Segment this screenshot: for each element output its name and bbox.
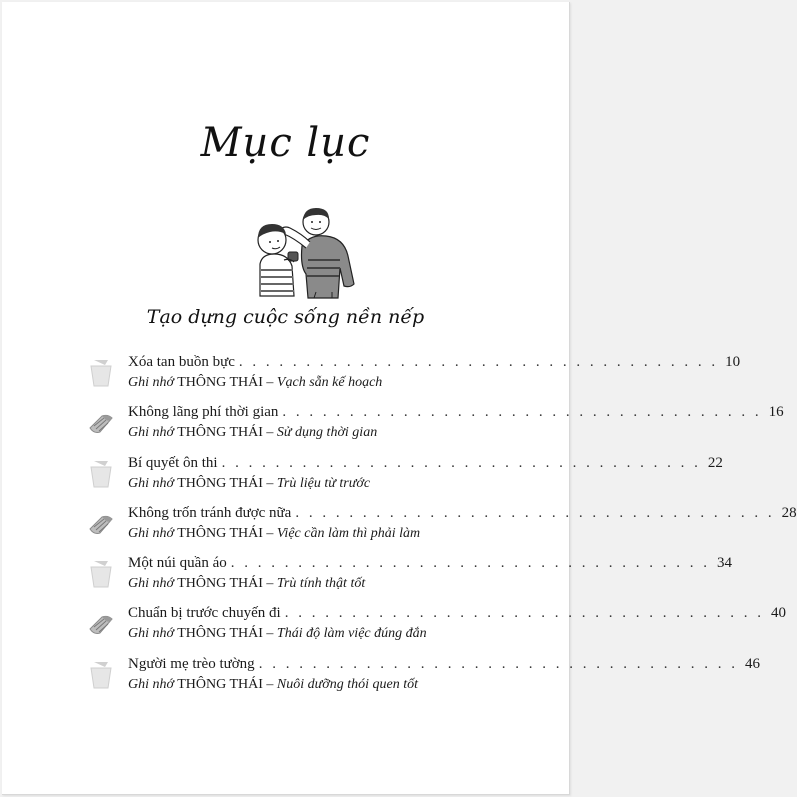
father-and-son-illustration (244, 204, 362, 300)
note-brand: THÔNG THÁI (177, 676, 263, 692)
note-dash: – (262, 576, 277, 592)
page-number: 16 (768, 404, 784, 421)
note-prefix: Ghi nhớ (128, 676, 174, 692)
toc-entry-note (128, 374, 382, 392)
toc-entry (88, 654, 760, 704)
toc-entry-title: Không trốn tránh được nữa (128, 504, 292, 521)
toc-entry-note (128, 676, 418, 694)
toc-entry-line (128, 654, 760, 674)
note-text: Sử dụng thời gian (276, 425, 378, 441)
note-brand: THÔNG THÁI (177, 525, 263, 541)
section-title: Tạo dựng cuộc sống nền nếp (146, 306, 425, 328)
note-prefix: Ghi nhớ (128, 525, 174, 541)
toc-entry-line (128, 402, 784, 422)
note-brand: THÔNG THÁI (177, 375, 263, 390)
toc-entry-note (128, 625, 427, 643)
cup-icon (88, 559, 114, 589)
cup-icon (88, 358, 114, 388)
note-brand: THÔNG THÁI (177, 576, 263, 592)
note-dash: – (262, 375, 277, 390)
page-number: 28 (781, 504, 797, 521)
toc-entry-line (128, 603, 786, 623)
note-prefix: Ghi nhớ (128, 475, 174, 491)
toc-entry-title: Bí quyết ôn thi (128, 454, 218, 471)
note-brand: THÔNG THÁI (177, 475, 263, 491)
toc-entry-line (128, 553, 732, 573)
note-text: Việc cần làm thì phải làm (276, 525, 421, 541)
note-text: Trù liệu từ trước (276, 475, 371, 491)
toc-entry-title: Không lãng phí thời gian (128, 404, 279, 421)
toc-entry (88, 503, 797, 553)
note-dash: – (262, 425, 277, 441)
note-prefix: Ghi nhớ (128, 626, 174, 642)
note-dash: – (262, 525, 277, 541)
note-brand: THÔNG THÁI (177, 626, 263, 642)
note-text: Vạch sẵn kế hoạch (276, 375, 383, 390)
note-text: Trù tính thật tốt (276, 576, 366, 592)
dot-leader: . . . . . . . . . . . . . . . . . . . . . . . . . . . . . . . . . . . . (295, 504, 775, 521)
page-number: 10 (725, 354, 741, 370)
note-prefix: Ghi nhớ (128, 576, 174, 592)
toc-entry-title: Một núi quần áo (128, 555, 227, 572)
note-dash: – (262, 676, 277, 692)
note-dash: – (262, 626, 277, 642)
dot-leader: . . . . . . . . . . . . . . . . . . . . . . . . . . . . . . . . . . . . (230, 555, 710, 572)
book-page (2, 2, 797, 795)
toc-entry (88, 352, 741, 402)
dot-leader: . . . . . . . . . . . . . . . . . . . . . . . . . . . . . . . . . . . . (258, 655, 738, 672)
toc-entry-note (128, 525, 420, 543)
toc-entry-note (128, 475, 370, 493)
cup-icon (88, 660, 114, 690)
note-brand: THÔNG THÁI (177, 425, 263, 441)
toc-entry (88, 603, 786, 653)
toc-entry-title: Người mẹ trèo tường (128, 655, 255, 672)
page-number: 34 (717, 555, 732, 572)
note-text: Nuôi dưỡng thói quen tốt (276, 676, 419, 692)
toc-entry-title: Chuẩn bị trước chuyến đi (128, 605, 281, 622)
toc-entry (88, 453, 723, 503)
dot-leader: . . . . . . . . . . . . . . . . . . . . . . . . . . . . . . . . . . . . (238, 354, 719, 370)
rolled-note-icon (88, 609, 114, 639)
rolled-note-icon (88, 509, 114, 539)
toc-entry (88, 402, 784, 452)
toc-entry-line (128, 503, 797, 523)
note-text: Thái độ làm việc đúng đắn (276, 626, 427, 642)
page-number: 40 (770, 605, 786, 622)
dot-leader: . . . . . . . . . . . . . . . . . . . . . . . . . . . . . . . . . . . . (221, 454, 701, 471)
note-prefix: Ghi nhớ (128, 425, 174, 441)
note-prefix: Ghi nhớ (128, 375, 174, 390)
rolled-note-icon (88, 408, 114, 438)
toc-entry-line (128, 453, 723, 473)
page-number: 46 (744, 655, 760, 672)
page-title: Mục lục (200, 120, 371, 166)
toc-entry-note (128, 575, 365, 593)
toc-entry-title: Xóa tan buồn bực (128, 354, 235, 370)
dot-leader: . . . . . . . . . . . . . . . . . . . . . . . . . . . . . . . . . . . . (282, 404, 762, 421)
table-of-contents (88, 352, 797, 704)
cup-icon (88, 459, 114, 489)
toc-entry-line (128, 352, 741, 372)
note-dash: – (262, 475, 277, 491)
toc-entry-note (128, 424, 377, 442)
page-number: 22 (707, 454, 723, 471)
toc-entry (88, 553, 732, 603)
dot-leader: . . . . . . . . . . . . . . . . . . . . . . . . . . . . . . . . . . . . (284, 605, 764, 622)
